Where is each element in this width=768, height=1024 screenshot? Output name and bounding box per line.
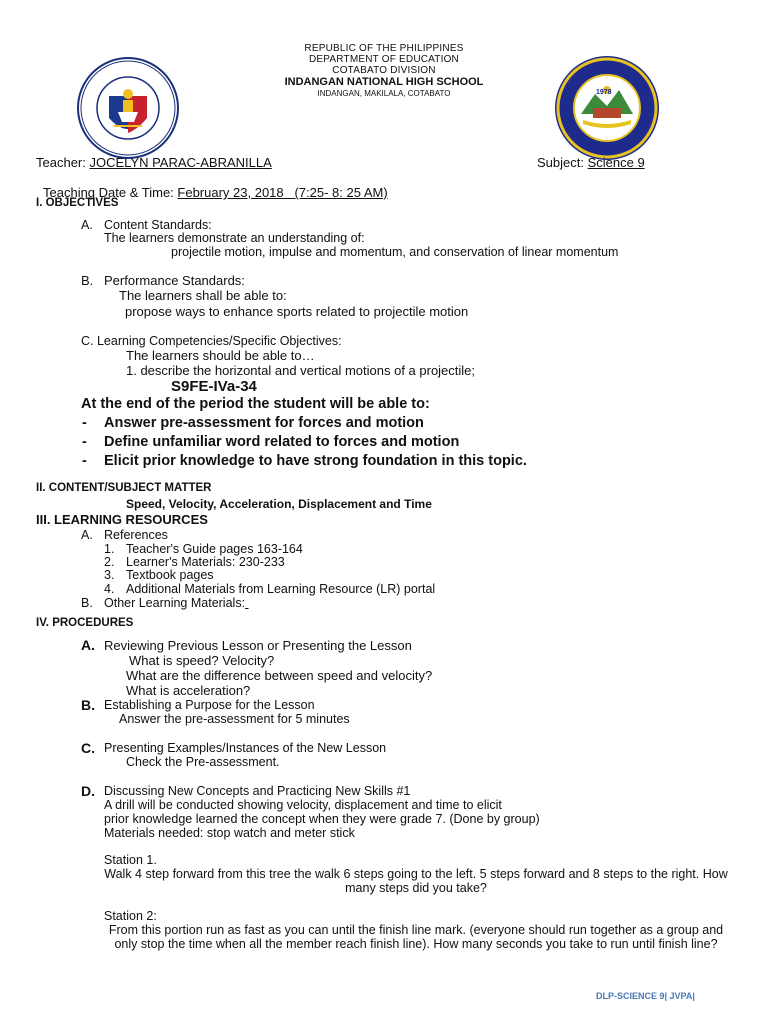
procedure-c-title: Presenting Examples/Instances of the New Lesson <box>104 741 387 755</box>
competencies-line1: The learners should be able to… <box>126 348 315 363</box>
reference-3-num: 3. <box>104 568 115 582</box>
resources-b-label: B. <box>81 596 93 610</box>
school-seal-year: 1978 <box>596 89 612 96</box>
header-address: INDANGAN, MAKILALA, COTABATO <box>317 89 451 98</box>
teacher-line <box>36 155 272 170</box>
content-heading: II. CONTENT/SUBJECT MATTER <box>36 482 212 494</box>
content-standards-title: Content Standards: <box>104 218 212 232</box>
reference-3: Textbook pages <box>126 568 214 582</box>
references-title: References <box>104 528 168 542</box>
resources-heading: III. LEARNING RESOURCES <box>36 512 208 527</box>
subject-label: Subject: <box>537 155 588 170</box>
procedure-a-question-3: What is acceleration? <box>126 683 251 698</box>
objective-bullet-1-mark: - <box>82 415 87 431</box>
header-republic: REPUBLIC OF THE PHILIPPINES <box>304 43 464 54</box>
objective-bullet-2: Define unfamiliar word related to forces and motion <box>104 434 460 450</box>
reference-4: Additional Materials from Learning Resource (LR) portal <box>126 582 436 596</box>
procedure-d-line-2: prior knowledge learned the concept when they were grade 7. (Done by group) <box>104 812 540 826</box>
procedure-c-line: Check the Pre-assessment. <box>126 755 280 769</box>
date-line <box>36 170 388 200</box>
end-period-statement: At the end of the period the student will be able to: <box>81 396 430 412</box>
other-materials-label: Other Learning Materials: <box>104 596 246 610</box>
competencies-line2: 1. describe the horizontal and vertical motions of a projectile; <box>126 363 476 378</box>
procedure-b-label: B. <box>81 697 95 713</box>
reference-4-num: 4. <box>104 582 115 596</box>
performance-standards-title: Performance Standards: <box>104 273 245 288</box>
procedure-d-line-1: A drill will be conducted showing velocity, displacement and time to elicit <box>104 798 502 812</box>
objectives-heading: I. OBJECTIVES <box>36 197 119 209</box>
other-materials-blank <box>245 596 248 610</box>
content-standards-line1: The learners demonstrate an understanding of: <box>104 231 365 245</box>
resources-a-label: A. <box>81 528 93 542</box>
performance-standards-line1: The learners shall be able to: <box>119 288 287 303</box>
content-topic: Speed, Velocity, Acceleration, Displacement and Time <box>126 497 432 511</box>
reference-1: Teacher's Guide pages 163-164 <box>126 542 303 556</box>
header-department: DEPARTMENT OF EDUCATION <box>309 54 459 65</box>
objective-bullet-1: Answer pre-assessment for forces and motion <box>104 415 424 431</box>
teacher-label: Teacher: <box>36 155 90 170</box>
procedure-b-title: Establishing a Purpose for the Lesson <box>104 698 315 712</box>
station-1-text: Walk 4 step forward from this tree the walk 6 steps going to the left. 5 steps forward and 8 steps to the right. How many steps did you take? <box>104 867 728 895</box>
objective-bullet-2-mark: - <box>82 434 87 450</box>
reference-2-num: 2. <box>104 555 115 569</box>
procedure-d-title: Discussing New Concepts and Practicing New Skills #1 <box>104 784 411 798</box>
procedure-a-label: A. <box>81 637 95 653</box>
page-footer: DLP-SCIENCE 9| JVPA| <box>596 991 695 1001</box>
subject-name: Science 9 <box>587 155 645 170</box>
procedure-b-line: Answer the pre-assessment for 5 minutes <box>119 712 350 726</box>
procedure-a-question-1: What is speed? Velocity? <box>129 653 275 668</box>
objective-bullet-3-mark: - <box>82 453 87 469</box>
procedure-a-title: Reviewing Previous Lesson or Presenting the Lesson <box>104 638 412 653</box>
procedure-d-line-3: Materials needed: stop watch and meter stick <box>104 826 355 840</box>
procedures-heading: IV. PROCEDURES <box>36 617 134 629</box>
reference-2: Learner's Materials: 230-233 <box>126 555 285 569</box>
header-school-name: INDANGAN NATIONAL HIGH SCHOOL <box>284 76 484 88</box>
station-2-text: From this portion run as fast as you can until the finish line mark. (everyone should run together as a group and only stop the time when all the member reach finish line). How many seconds you take to run until finish line? <box>108 923 724 951</box>
objective-bullet-3: Elicit prior knowledge to have strong foundation in this topic. <box>104 453 527 469</box>
procedure-c-label: C. <box>81 740 95 756</box>
content-standards-line2: projectile motion, impulse and momentum, and conservation of linear momentum <box>171 245 619 259</box>
procedure-a-question-2: What are the difference between speed and velocity? <box>126 668 433 683</box>
competencies-title: C. Learning Competencies/Specific Objectives: <box>81 334 342 348</box>
teacher-name: JOCELYN PARAC-ABRANILLA <box>89 155 272 170</box>
station-2-title: Station 2: <box>104 909 157 923</box>
procedure-d-label: D. <box>81 783 95 799</box>
other-materials-title <box>104 596 249 610</box>
date-value: February 23, 2018 (7:25- 8: 25 AM) <box>177 185 388 200</box>
header-division: COTABATO DIVISION <box>332 65 436 76</box>
station-1-title: Station 1. <box>104 853 157 867</box>
subject-line <box>537 155 645 170</box>
objectives-a-label: A. <box>81 218 93 232</box>
reference-1-num: 1. <box>104 542 115 556</box>
performance-standards-line2: propose ways to enhance sports related to projectile motion <box>125 304 469 319</box>
objectives-b-label: B. <box>81 273 94 288</box>
date-label: Teaching Date & Time: <box>43 185 178 200</box>
competency-code: S9FE-IVa-34 <box>171 378 257 395</box>
